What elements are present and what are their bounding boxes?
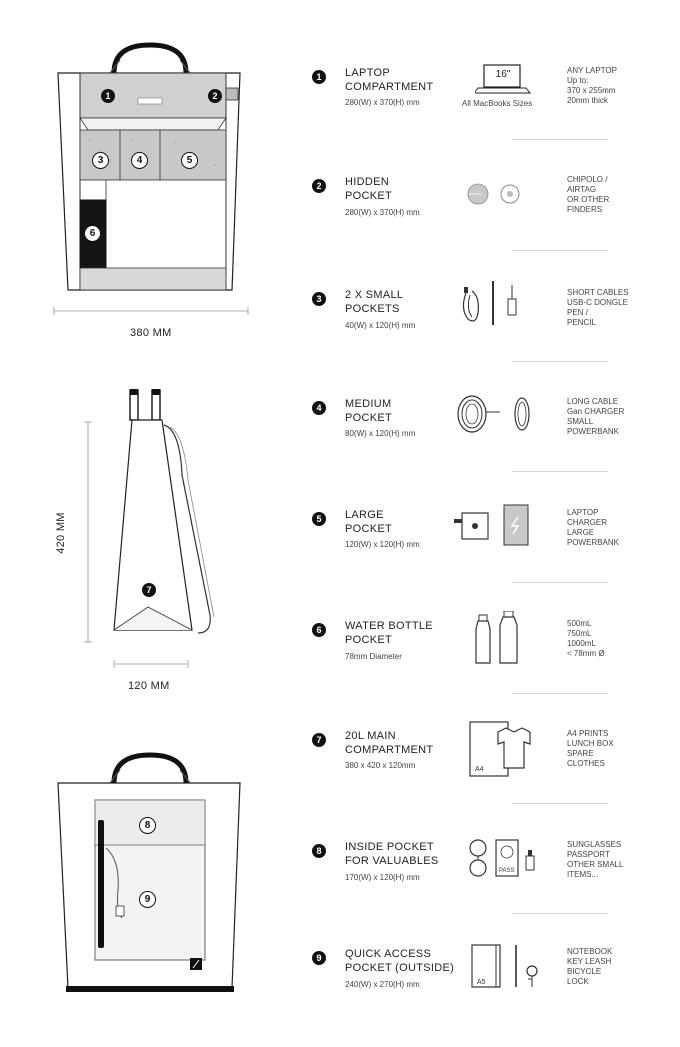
bag-back-handle	[114, 755, 186, 783]
pocket-title: 20L MAIN COMPARTMENT	[345, 730, 434, 756]
pocket-side-info: 500mL 750mL 1000mL < 78mm Ø	[567, 619, 605, 658]
pocket-side-info: SHORT CABLES USB-C DONGLE PEN / PENCIL	[567, 288, 629, 327]
separator	[512, 913, 608, 914]
pocket-side-info: LAPTOP CHARGER LARGE POWERBANK	[567, 508, 620, 547]
pocket-title: WATER BOTTLE POCKET	[345, 620, 433, 646]
row-number-4: 4	[312, 401, 326, 415]
marker-5: 5	[181, 152, 198, 169]
pocket-row-8	[312, 840, 632, 940]
pocket-title: QUICK ACCESS POCKET (OUTSIDE)	[345, 948, 455, 974]
pocket-title: 2 X SMALL POCKETS	[345, 289, 404, 315]
separator	[512, 471, 608, 472]
pocket-dims: 240(W) x 270(H) mm	[345, 980, 420, 989]
marker-8: 8	[139, 817, 156, 834]
laptop-caption: All MacBooks Sizes	[462, 99, 533, 108]
pocket-row-2	[312, 175, 632, 275]
pocket-row-7	[312, 729, 632, 829]
pocket-side-info: SUNGLASSES PASSPORT OTHER SMALL ITEMS...	[567, 840, 624, 879]
pocket-side-info: CHIPOLO / AIRTAG OR OTHER FINDERS	[567, 175, 610, 214]
long-cable-charger-icons	[452, 392, 542, 442]
pocket-row-4	[312, 397, 632, 497]
pocket-row-6	[312, 619, 632, 719]
pocket-side-info: NOTEBOOK KEY LEASH BICYCLE LOCK	[567, 947, 613, 986]
marker-6: 6	[84, 225, 101, 242]
cable-pen-dongle-icons	[460, 279, 530, 329]
pocket-row-3	[312, 288, 632, 388]
passport-badge: PASS	[499, 868, 515, 874]
sunglasses-passport-icons	[468, 834, 548, 884]
pocket-title: MEDIUM POCKET	[345, 398, 393, 424]
pocket-row-5	[312, 508, 632, 608]
water-bottles-icon	[470, 611, 530, 667]
height-dimension-line	[82, 420, 94, 644]
marker-3: 3	[92, 152, 109, 169]
pocket-dims: 78mm Diameter	[345, 652, 402, 661]
charger-powerbank-icons	[452, 503, 542, 553]
marker-9: 9	[139, 891, 156, 908]
a4-badge: A4	[475, 766, 484, 773]
row-number-9: 9	[312, 951, 326, 965]
pocket-dims: 280(W) x 370(H) mm	[345, 208, 420, 217]
row-number-7: 7	[312, 733, 326, 747]
separator	[512, 803, 608, 804]
a5-badge: A5	[477, 979, 486, 986]
bag-front-open-illustration	[50, 40, 250, 300]
bag-handle	[114, 45, 186, 73]
row-number-2: 2	[312, 179, 326, 193]
separator	[512, 582, 608, 583]
pocket-side-info: LONG CABLE Gan CHARGER SMALL POWERBANK	[567, 397, 625, 436]
pocket-side-info: ANY LAPTOP Up to: 370 x 255mm 20mm thick	[567, 66, 617, 105]
row-number-1: 1	[312, 70, 326, 84]
pocket-dims: 380 x 420 x 120mm	[345, 761, 416, 770]
width-label: 380 MM	[130, 327, 172, 339]
depth-dimension-line	[112, 658, 190, 670]
marker-1: 1	[101, 89, 115, 103]
bag-side-illustration	[100, 385, 230, 645]
height-label: 420 MM	[54, 512, 67, 554]
row-number-8: 8	[312, 844, 326, 858]
row-number-3: 3	[312, 292, 326, 306]
row-number-6: 6	[312, 623, 326, 637]
pocket-title: HIDDEN POCKET	[345, 176, 393, 202]
pocket-dims: 170(W) x 120(H) mm	[345, 873, 420, 882]
pocket-row-1	[312, 66, 632, 166]
pocket-row-9	[312, 947, 632, 1047]
separator	[512, 250, 608, 251]
marker-4: 4	[131, 152, 148, 169]
separator	[512, 361, 608, 362]
marker-7: 7	[142, 583, 156, 597]
laptop-size-badge: 16"	[495, 69, 511, 80]
pocket-dims: 40(W) x 120(H) mm	[345, 321, 416, 330]
separator	[512, 139, 608, 140]
bag-back-illustration	[50, 750, 250, 995]
pocket-dims: 80(W) x 120(H) mm	[345, 429, 416, 438]
depth-label: 120 MM	[128, 680, 170, 692]
row-number-5: 5	[312, 512, 326, 526]
width-dimension-line	[50, 305, 252, 317]
chipolo-label: chipolo	[469, 191, 482, 196]
pocket-title: LARGE POCKET	[345, 509, 393, 535]
pocket-side-info: A4 PRINTS LUNCH BOX SPARE CLOTHES	[567, 729, 614, 768]
pocket-dims: 120(W) x 120(H) mm	[345, 540, 420, 549]
separator	[512, 693, 608, 694]
pocket-dims: 280(W) x 370(H) mm	[345, 98, 420, 107]
pocket-title: INSIDE POCKET FOR VALUABLES	[345, 841, 439, 867]
pocket-title: LAPTOP COMPARTMENT	[345, 67, 434, 93]
marker-2: 2	[208, 89, 222, 103]
